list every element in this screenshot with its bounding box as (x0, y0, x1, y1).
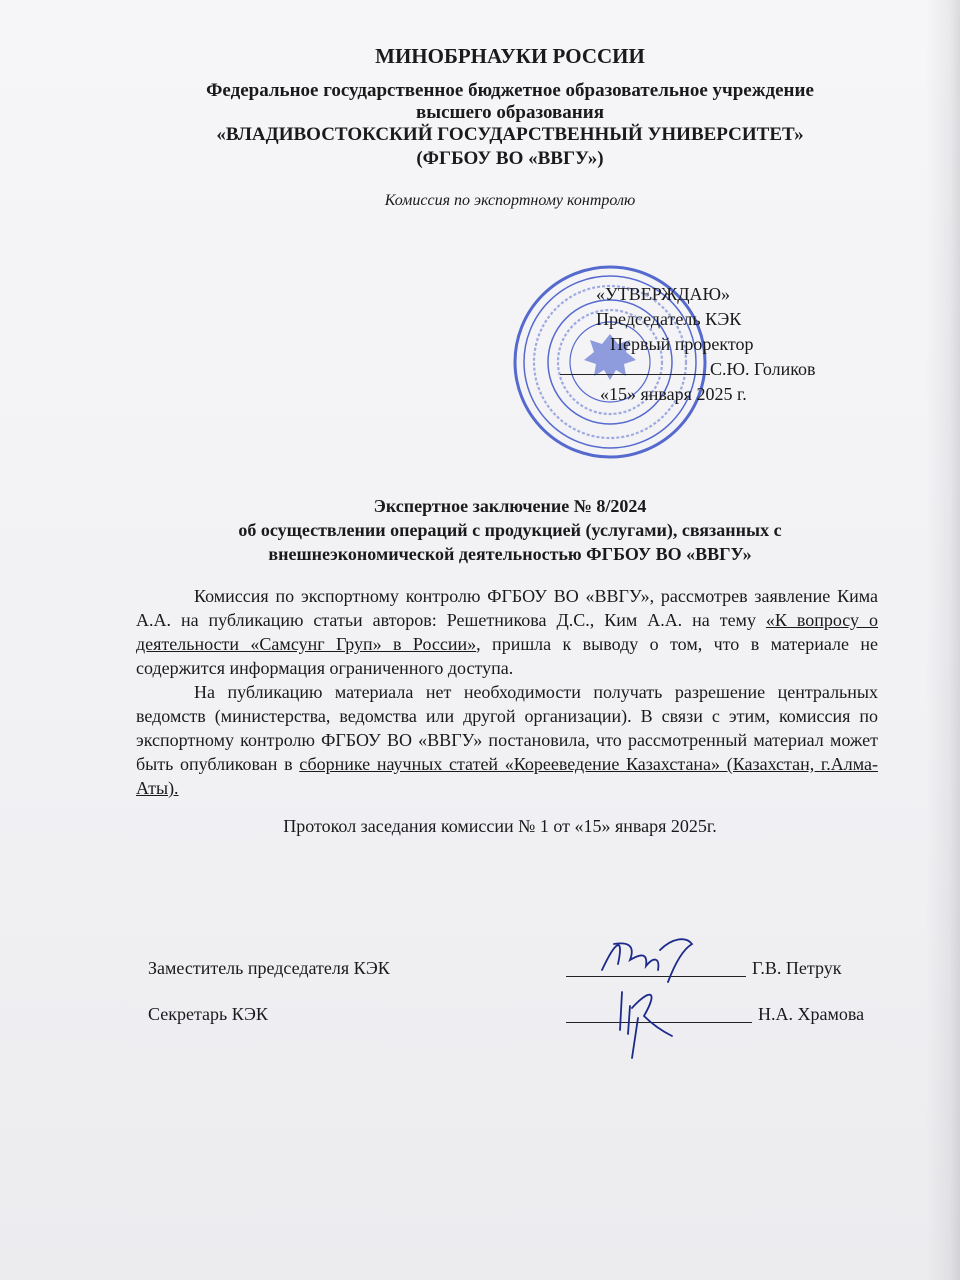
page-edge-shadow (926, 0, 960, 1280)
approve-label: «УТВЕРЖДАЮ» (596, 284, 731, 304)
title-line-2: об осуществлении операций с продукцией (услугами), связанных с (238, 520, 782, 540)
approval-block (560, 282, 816, 407)
paragraph-1 (136, 584, 878, 680)
p1-text: Комиссия по экспортному контролю ФГБОУ ВО «ВВГУ», рассмотрев заявление Кима А.А. на публикацию статьи авторов: Решетникова Д.С., Ким А.А. на тему (136, 586, 878, 630)
conclusion-title (110, 494, 910, 566)
protocol-line: Протокол заседания комиссии № 1 от «15» января 2025г. (283, 816, 717, 836)
university-name: «ВЛАДИВОСТОКСКИЙ ГОСУДАРСТВЕННЫЙ УНИВЕРСИТЕТ» (216, 124, 804, 145)
signature-line (560, 373, 710, 375)
ministry-heading: МИНОБРНАУКИ РОССИИ (375, 44, 645, 68)
paragraph-2 (136, 680, 878, 800)
signer-role-2: Секретарь КЭК (148, 1004, 268, 1024)
commission-name: Комиссия по экспортному контролю (384, 192, 636, 209)
university-abbr: (ФГБОУ ВО «ВВГУ») (416, 148, 604, 169)
approval-date: «15» января 2025 г. (600, 384, 747, 404)
institution-line-2: высшего образования (416, 102, 604, 123)
approver-signature-row (560, 357, 816, 382)
signer-name-1: Г.В. Петрук (752, 958, 842, 978)
conclusion-body (136, 584, 878, 800)
p1-text-end: , пришла к выводу о том, что в материале не содержится информация ограниченного доступа. (136, 634, 878, 678)
signer-role-1: Заместитель председателя КЭК (148, 958, 390, 978)
title-line-1: Экспертное заключение № 8/2024 (373, 496, 647, 516)
signer-name-2: Н.А. Храмова (758, 1004, 865, 1024)
p2-text: На публикацию материала нет необходимости получать разрешение центральных ведомств (министерства, ведомства или другой организации). В связи с этим, комиссия по экспортному контролю ФГБОУ ВО «ВВГУ» постановила, что рассмотренный материал может быть опубликован в (136, 682, 878, 774)
approver-name: С.Ю. Голиков (710, 359, 816, 379)
handwritten-signature-2-icon (608, 978, 688, 1064)
approver-position-1: Председатель КЭК (596, 309, 742, 329)
approver-position-2: Первый проректор (610, 334, 754, 354)
institution-line-1: Федеральное государственное бюджетное образовательное учреждение (206, 80, 814, 101)
article-title: «К вопросу о деятельности «Самсунг Груп» в России» (136, 610, 878, 654)
title-line-3: внешнеэкономической деятельностью ФГБОУ ВО «ВВГУ» (268, 544, 752, 564)
publication-venue: сборнике научных статей «Корееведение Казахстана» (Казахстан, г.Алма-Аты). (136, 754, 878, 798)
